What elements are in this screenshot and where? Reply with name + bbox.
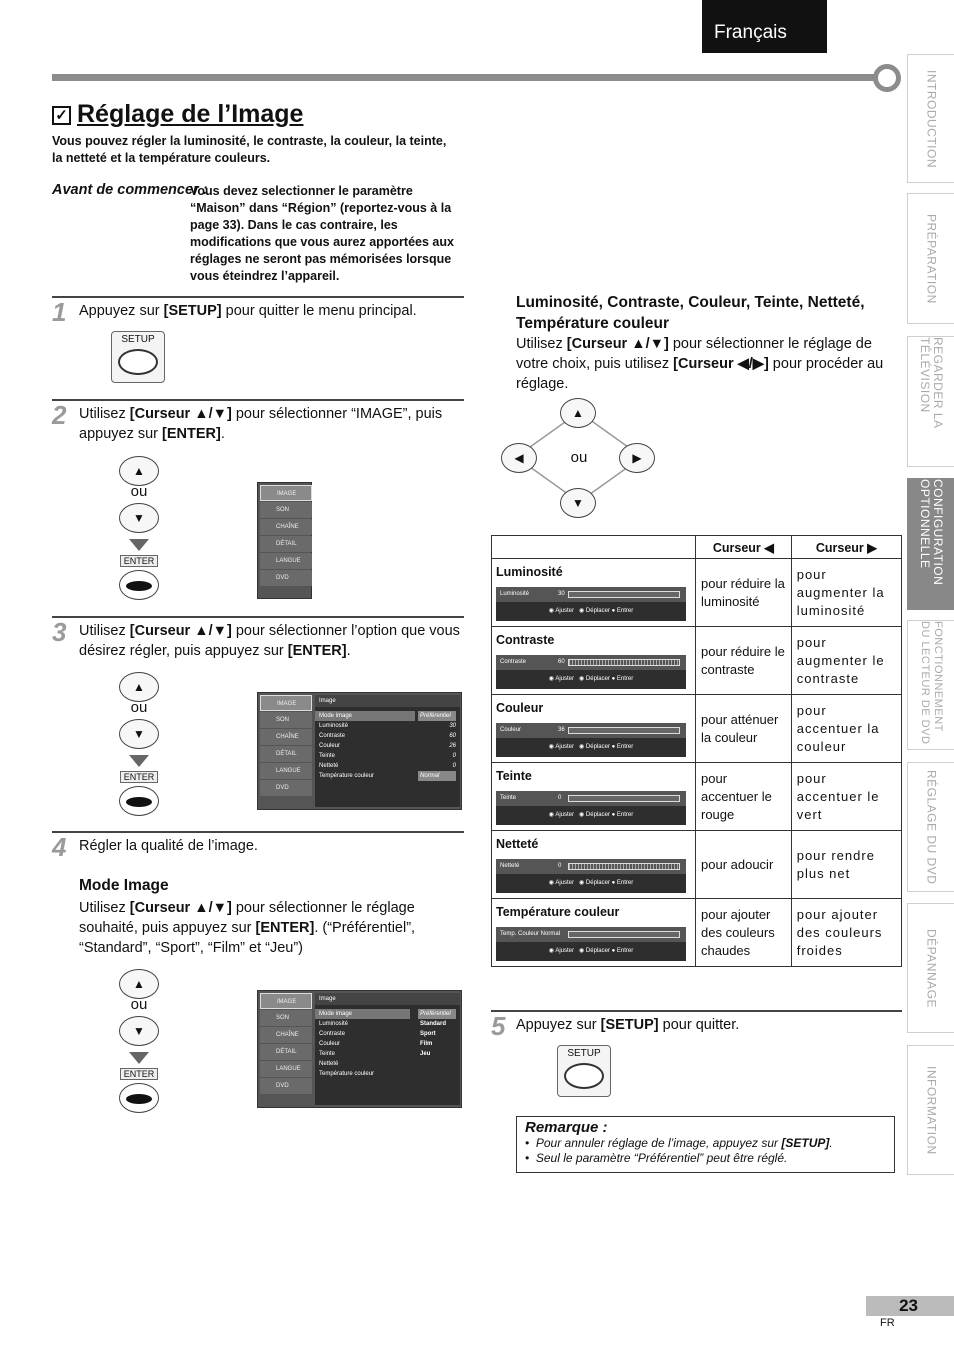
table-row xyxy=(492,627,902,695)
page-number: 23 xyxy=(899,1296,918,1315)
row-name: Teinte xyxy=(496,769,532,783)
step-1-text xyxy=(79,301,459,321)
step-3-text xyxy=(79,621,464,661)
intro-text: Vous pouvez régler la luminosité, le contraste, la couleur, la teinte, la netteté et la température couleurs. xyxy=(52,134,447,165)
hint: Entrer xyxy=(616,676,634,682)
mode-menu-screen xyxy=(257,990,462,1108)
setup-label: SETUP xyxy=(121,334,155,345)
menu-screen xyxy=(257,482,312,599)
step-2-text xyxy=(79,404,464,444)
value: 0 xyxy=(452,763,456,769)
or-label: ou xyxy=(130,483,148,500)
menu-item-langue: LANGUE xyxy=(260,763,312,779)
image-panel xyxy=(315,695,460,807)
menu-row: Teinte xyxy=(319,1051,336,1057)
text: Utilisez xyxy=(79,623,130,639)
left-button[interactable]: ◀ xyxy=(501,443,537,473)
text: Seul le paramètre “Préférentiel” peut être réglé. xyxy=(535,1151,788,1165)
menu-row: Contraste xyxy=(319,733,346,739)
osd-label: Luminosité xyxy=(500,591,530,597)
checkbox-icon: ✓ xyxy=(52,106,71,125)
sidebar-label: FONCTIONNEMENT DU LECTEUR DE DVD xyxy=(919,621,944,745)
step-number: 3 xyxy=(52,617,67,647)
menu-row: Température couleur xyxy=(319,1071,375,1077)
enter-button[interactable] xyxy=(119,786,159,816)
menu-row: Température couleur xyxy=(319,773,375,779)
menu-side-list xyxy=(260,695,312,797)
sidebar-label: PRÉPARATION xyxy=(924,213,939,304)
table-cell: pour ajouter des couleurs froides xyxy=(791,899,901,967)
osd-hints: ◉ Ajuster ◉ Déplacer ● Entrer xyxy=(548,948,634,954)
up-button[interactable]: ▲ xyxy=(119,672,159,702)
down-button[interactable]: ▼ xyxy=(119,503,159,533)
osd-hints: ◉ Ajuster ◉ Déplacer ● Entrer xyxy=(548,744,634,750)
osd-label: Teinte xyxy=(500,795,517,801)
table-row xyxy=(492,899,902,967)
menu-item-dvd: DVD xyxy=(260,1078,312,1094)
enter-label: ENTER xyxy=(120,1068,158,1080)
option: Jeu xyxy=(420,1051,431,1057)
value: 0 xyxy=(452,753,456,759)
before-label: Avant de commencer : xyxy=(52,182,208,198)
page-title xyxy=(52,100,303,129)
osd-hints: ◉ Ajuster ◉ Déplacer ● Entrer xyxy=(548,676,634,682)
row-name: Couleur xyxy=(496,701,544,715)
step-5-text xyxy=(516,1015,739,1035)
sidebar-label: REGARDER LA TÉLÉVISION xyxy=(918,337,945,428)
or-label: ou xyxy=(130,996,148,1013)
menu-row: Luminosité xyxy=(319,723,349,729)
arrow-down-icon xyxy=(129,1052,149,1064)
value: 60 xyxy=(449,733,456,739)
table-cell xyxy=(492,899,696,967)
row-name: Température couleur xyxy=(496,905,620,919)
key-label: [Curseur ◀/▶] xyxy=(673,356,769,372)
text: Utilisez xyxy=(79,900,130,916)
step-4-text: Régler la qualité de l’image. xyxy=(79,838,258,854)
menu-item-detail: DÉTAIL xyxy=(260,746,312,762)
table-header-left: Curseur ◀ xyxy=(696,536,792,559)
table-cell: pour ajouter des couleurs chaudes xyxy=(696,899,792,967)
menu-row: Couleur xyxy=(319,1041,341,1047)
osd-slider xyxy=(496,587,686,621)
or-label: ou xyxy=(130,699,148,716)
text: pour sélectionner le réglage souhaité, puis appuyez sur xyxy=(79,900,415,936)
menu-item-chaine: CHAÎNE xyxy=(260,1027,312,1043)
text: pour quitter le menu principal. xyxy=(221,303,417,319)
hint: Ajuster xyxy=(555,948,575,954)
hint: Entrer xyxy=(616,948,634,954)
hint: Entrer xyxy=(616,608,634,614)
menu-row: Mode image xyxy=(315,1009,410,1019)
key-label: [Curseur ▲/▼] xyxy=(129,900,232,916)
menu-row: Couleur xyxy=(319,743,341,749)
header-circle xyxy=(873,64,901,92)
sidebar-label: INFORMATION xyxy=(924,1065,939,1155)
menu-item-detail: DÉTAIL xyxy=(260,1044,312,1060)
hint: Ajuster xyxy=(555,880,575,886)
hint: Ajuster xyxy=(555,744,575,750)
text: pour sélectionner l’option que vous désirez régler, puis appuyez sur xyxy=(79,623,460,659)
table-row xyxy=(492,831,902,899)
menu-side-list xyxy=(260,993,312,1095)
menu-item-chaine: CHAÎNE xyxy=(260,729,312,745)
sidebar-label: INTRODUCTION xyxy=(924,69,939,168)
text: Utilisez xyxy=(516,336,567,352)
sidebar-item-preparation[interactable] xyxy=(907,193,954,324)
osd-slider xyxy=(496,927,686,961)
down-button[interactable]: ▼ xyxy=(119,1016,159,1046)
table-row xyxy=(492,695,902,763)
panel-title: Image xyxy=(315,993,460,1005)
remark-box xyxy=(516,1116,895,1173)
text: pour sélectionner “IMAGE”, puis appuyez sur xyxy=(79,406,443,442)
key-label: [Curseur ▲/▼] xyxy=(129,623,232,639)
image-panel xyxy=(315,993,460,1105)
table-cell xyxy=(492,763,696,831)
osd-value: 0 xyxy=(558,795,562,801)
text: . xyxy=(829,1136,833,1150)
value: Normal xyxy=(418,771,456,781)
sidebar-item-reglage-dvd[interactable] xyxy=(907,762,954,892)
sidebar-label: RÉGLAGE DU DVD xyxy=(924,769,939,885)
menu-item-chaine: CHAÎNE xyxy=(260,519,312,535)
enter-button[interactable] xyxy=(119,570,159,600)
page-title-text: Réglage de l’Image xyxy=(77,100,304,128)
step-number: 5 xyxy=(491,1011,506,1041)
hint: Déplacer xyxy=(585,744,610,750)
osd-slider xyxy=(496,723,686,757)
down-button[interactable]: ▼ xyxy=(560,488,596,518)
option: Sport xyxy=(420,1031,436,1037)
step-number: 4 xyxy=(52,832,67,862)
menu-item-son: SON xyxy=(260,712,312,728)
value: 30 xyxy=(449,723,456,729)
row-name: Luminosité xyxy=(496,565,563,579)
sidebar-label: DÉPANNAGE xyxy=(924,928,939,1008)
language-tab: Français xyxy=(702,0,827,53)
table-row xyxy=(492,763,902,831)
text: . xyxy=(346,643,351,659)
osd-hints: ◉ Ajuster ◉ Déplacer ● Entrer xyxy=(548,608,634,614)
hint: Ajuster xyxy=(555,812,575,818)
menu-row: Mode image xyxy=(315,711,415,721)
step-divider xyxy=(491,1010,902,1012)
osd-label: Contraste xyxy=(500,659,527,665)
menu-item-image: IMAGE xyxy=(260,485,312,501)
up-button[interactable]: ▲ xyxy=(119,969,159,999)
before-text: Vous devez selectionner le paramètre “Maison” dans “Région” (reportez-vous à la page 33). Dans le cas contraire, les modifications que vous aurez apportées aux réglages ne seront pas mémorisées lorsque vous éteindrez l’appareil. xyxy=(190,184,454,283)
setup-label: SETUP xyxy=(567,1048,601,1059)
option: Film xyxy=(420,1041,433,1047)
table-header-row xyxy=(492,536,902,559)
menu-side-list xyxy=(260,485,312,587)
right-button[interactable]: ▶ xyxy=(619,443,655,473)
row-name: Contraste xyxy=(496,633,555,647)
value: 26 xyxy=(449,743,456,749)
step-number: 2 xyxy=(52,400,67,430)
key-label: [Curseur ▲/▼] xyxy=(129,406,232,422)
mode-image-text xyxy=(79,898,464,958)
table-cell: pour augmenter le contraste xyxy=(791,627,901,695)
hint: Ajuster xyxy=(555,608,575,614)
language-code: FR xyxy=(880,1317,895,1329)
up-button[interactable]: ▲ xyxy=(560,398,596,428)
menu-item-dvd: DVD xyxy=(260,570,312,586)
key-label: [ENTER] xyxy=(162,426,221,442)
enter-label: ENTER xyxy=(120,555,158,567)
text: Appuyez sur xyxy=(79,303,164,319)
hint: Déplacer xyxy=(585,812,610,818)
hint: Ajuster xyxy=(555,676,575,682)
table-cell: pour accentuer le rouge xyxy=(696,763,792,831)
osd-value: 30 xyxy=(558,591,565,597)
enter-label: ENTER xyxy=(120,771,158,783)
table-cell: pour atténuer la couleur xyxy=(696,695,792,763)
osd-value: 36 xyxy=(558,727,565,733)
menu-item-langue: LANGUE xyxy=(260,1061,312,1077)
key-label: [ENTER] xyxy=(287,643,347,659)
table-cell xyxy=(492,831,696,899)
table-cell: pour accentuer la couleur xyxy=(791,695,901,763)
menu-item-langue: LANGUE xyxy=(260,553,312,569)
value-column xyxy=(418,711,456,781)
text: Utilisez xyxy=(79,406,130,422)
table-cell xyxy=(492,627,696,695)
menu-item-detail: DÉTAIL xyxy=(260,536,312,552)
arrow-down-icon xyxy=(129,539,149,551)
table-row xyxy=(492,559,902,627)
text: pour sélectionner le réglage de votre choix, puis utilisez xyxy=(516,336,872,372)
remark-item: • Pour annuler réglage de l’image, appuyez sur [SETUP]. xyxy=(525,1136,833,1150)
osd-label: Netteté xyxy=(500,863,520,869)
right-heading: Luminosité, Contraste, Couleur, Teinte, Netteté, Température couleur xyxy=(516,294,865,332)
sidebar-item-depannage[interactable] xyxy=(907,903,954,1033)
menu-row: Luminosité xyxy=(319,1021,349,1027)
step-divider xyxy=(52,296,464,298)
table-cell: pour accentuer le vert xyxy=(791,763,901,831)
hint: Déplacer xyxy=(585,880,610,886)
remark-title: Remarque : xyxy=(525,1119,608,1136)
hint: Entrer xyxy=(616,880,634,886)
osd-slider xyxy=(496,655,686,689)
right-text xyxy=(516,334,902,394)
step-divider xyxy=(52,616,464,618)
osd-hints: ◉ Ajuster ◉ Déplacer ● Entrer xyxy=(548,812,634,818)
setup-button[interactable] xyxy=(557,1045,611,1097)
table-header-right: Curseur ▶ xyxy=(791,536,901,559)
table-cell: pour rendre plus net xyxy=(791,831,901,899)
menu-item-son: SON xyxy=(260,502,312,518)
text: Pour annuler réglage de l’image, appuyez sur xyxy=(535,1136,782,1150)
hint: Entrer xyxy=(616,812,634,818)
step-number: 1 xyxy=(52,297,67,327)
sidebar-item-information[interactable] xyxy=(907,1045,954,1175)
table-cell: pour augmenter la luminosité xyxy=(791,559,901,627)
key-label: [SETUP] xyxy=(781,1136,830,1150)
menu-item-son: SON xyxy=(260,1010,312,1026)
menu-item-image: IMAGE xyxy=(260,993,312,1009)
option: Préférentiel xyxy=(418,1009,456,1019)
hint: Déplacer xyxy=(585,676,610,682)
down-button[interactable]: ▼ xyxy=(119,719,159,749)
mode-image-heading: Mode Image xyxy=(79,877,169,894)
text: pour procéder au réglage. xyxy=(516,356,884,392)
text: . xyxy=(220,426,225,442)
setup-button[interactable] xyxy=(111,331,165,383)
sidebar-item-introduction[interactable] xyxy=(907,54,954,183)
value: Préférentiel xyxy=(418,711,456,721)
menu-row: Netteté xyxy=(319,763,339,769)
key-label: [SETUP] xyxy=(600,1017,659,1033)
header-rule xyxy=(52,74,882,81)
sidebar-item-lecteur-dvd[interactable] xyxy=(907,620,954,750)
key-label: [SETUP] xyxy=(163,303,222,319)
text: . (“Préférentiel”, “Standard”, “Sport”, “Film” et “Jeu”) xyxy=(79,920,416,956)
step-divider xyxy=(52,399,464,401)
text: Appuyez sur xyxy=(516,1017,601,1033)
text: pour quitter. xyxy=(658,1017,740,1033)
image-menu-screen xyxy=(257,692,462,810)
key-label: [Curseur ▲/▼] xyxy=(566,336,669,352)
table-cell xyxy=(492,695,696,763)
sidebar-item-regarder[interactable] xyxy=(907,336,954,467)
sidebar-item-configuration[interactable] xyxy=(907,478,954,610)
table-header-empty xyxy=(492,536,696,559)
osd-hints: ◉ Ajuster ◉ Déplacer ● Entrer xyxy=(548,880,634,886)
arrow-down-icon xyxy=(129,755,149,767)
menu-item-image: IMAGE xyxy=(260,695,312,711)
osd-label: Couleur xyxy=(500,727,522,733)
osd-slider xyxy=(496,859,686,893)
hint: Entrer xyxy=(616,744,634,750)
row-name: Netteté xyxy=(496,837,539,851)
osd-value: 0 xyxy=(558,863,562,869)
hint: Déplacer xyxy=(585,948,610,954)
sidebar-label: CONFIGURATION OPTIONNELLE xyxy=(918,479,945,586)
menu-row: Netteté xyxy=(319,1061,339,1067)
menu-row: Teinte xyxy=(319,753,336,759)
osd-label: Temp. Couleur Normal xyxy=(500,931,561,937)
menu-row: Contraste xyxy=(319,1031,346,1037)
osd-value: 60 xyxy=(558,659,565,665)
option: Standard xyxy=(420,1021,447,1027)
hint: Déplacer xyxy=(585,608,610,614)
table-cell: pour réduire le contraste xyxy=(696,627,792,695)
key-label: [ENTER] xyxy=(255,920,315,936)
table-cell: pour adoucir xyxy=(696,831,792,899)
or-label: ou xyxy=(570,449,588,466)
table-cell: pour réduire la luminosité xyxy=(696,559,792,627)
settings-table xyxy=(491,535,902,967)
remark-item: • Seul le paramètre “Préférentiel” peut être réglé. xyxy=(525,1151,788,1165)
step-divider xyxy=(52,831,464,833)
osd-slider xyxy=(496,791,686,825)
mode-options xyxy=(418,1009,456,1059)
menu-item-dvd: DVD xyxy=(260,780,312,796)
panel-title: Image xyxy=(315,695,460,707)
enter-button[interactable] xyxy=(119,1083,159,1113)
table-cell xyxy=(492,559,696,627)
up-button[interactable]: ▲ xyxy=(119,456,159,486)
